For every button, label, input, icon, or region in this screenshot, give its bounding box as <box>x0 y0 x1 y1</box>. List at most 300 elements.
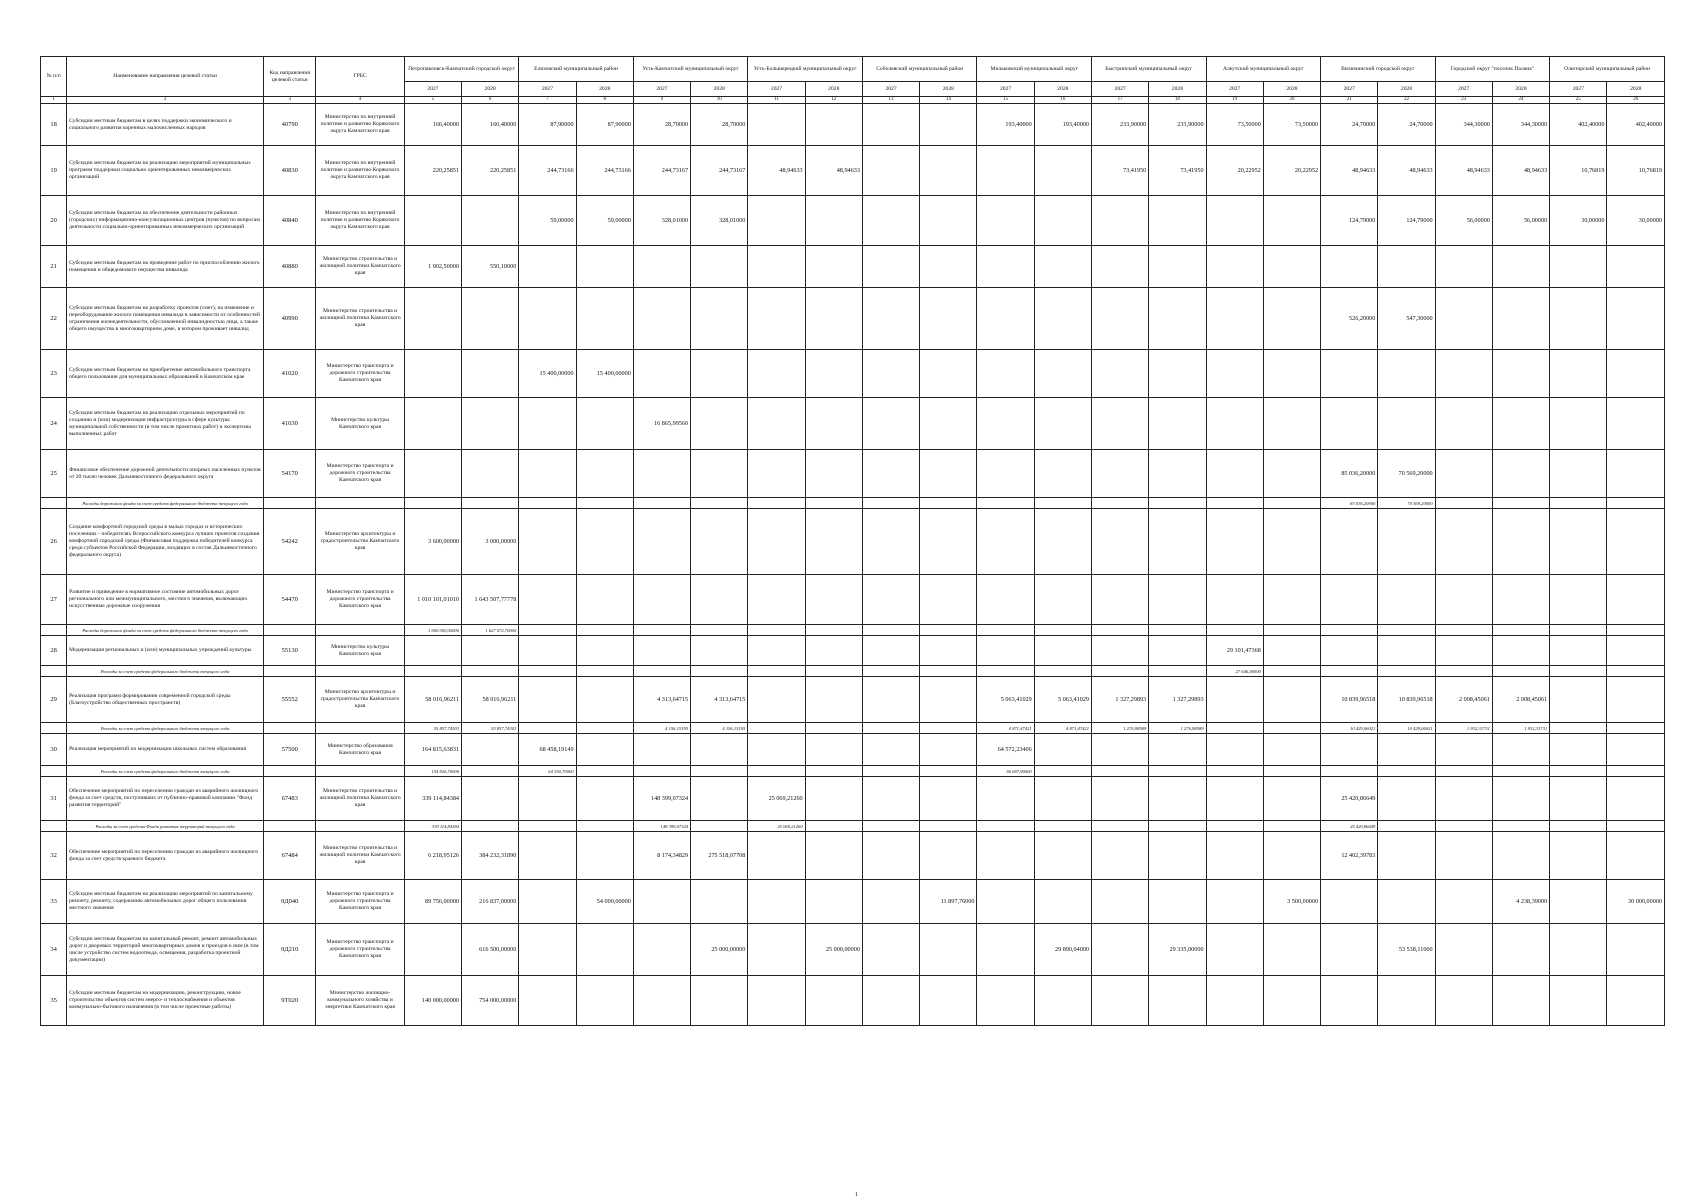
row-code: 40840 <box>264 196 316 246</box>
value-cell <box>576 666 633 677</box>
value-cell: 10,76819 <box>1550 146 1607 196</box>
value-cell: 124,79000 <box>1321 196 1378 246</box>
value-cell <box>862 575 919 625</box>
value-cell <box>462 196 519 246</box>
subrow-label: Расходы за счет средств Фонда развития территорий текущего года <box>67 821 264 832</box>
value-cell <box>519 498 576 509</box>
column-index: 1 <box>41 97 67 104</box>
value-cell: 384 232,31890 <box>462 832 519 880</box>
value-cell <box>1034 196 1091 246</box>
value-cell <box>1092 246 1149 288</box>
value-cell: 48,94633 <box>1378 146 1435 196</box>
value-cell <box>805 723 862 734</box>
value-cell <box>748 880 805 924</box>
value-cell <box>1149 666 1206 677</box>
row-number: 26 <box>41 509 67 575</box>
value-cell <box>977 880 1034 924</box>
value-cell <box>1034 350 1091 398</box>
value-cell: 275 518,07708 <box>691 832 748 880</box>
value-cell: 25 420,86649 <box>1321 821 1378 832</box>
row-code: 57500 <box>264 734 316 766</box>
value-cell <box>1149 636 1206 666</box>
value-cell <box>691 398 748 450</box>
value-cell: 59,00000 <box>519 196 576 246</box>
value-cell: 87,90000 <box>576 104 633 146</box>
value-cell: 29 890,04000 <box>1034 924 1091 976</box>
value-cell <box>1492 575 1549 625</box>
value-cell: 89 756,00000 <box>404 880 461 924</box>
value-cell <box>633 976 690 1026</box>
value-cell <box>920 666 977 677</box>
value-cell: 64 350,70000 <box>519 766 576 777</box>
value-cell: 339 114,84384 <box>404 777 461 821</box>
value-cell: 244,73167 <box>691 146 748 196</box>
value-cell <box>1378 666 1435 677</box>
value-cell <box>1092 498 1149 509</box>
value-cell <box>1492 509 1549 575</box>
table-row <box>41 196 1665 246</box>
table-subrow <box>41 498 1665 509</box>
row-name: Субсидии местным бюджетам на капитальный ремонт, ремонт автомобильных дорог и дворовых территорий многоквартирных домов и проездов к ним (в том числе устройство систем водоотвода, освещения, разработка проектной документации) <box>67 924 264 976</box>
table-row <box>41 832 1665 880</box>
value-cell: 550,10000 <box>462 246 519 288</box>
value-cell <box>1263 636 1320 666</box>
value-cell: 1 327,29893 <box>1149 677 1206 723</box>
subrow-label: Расходы за счет средств федерального бюджета текущего года <box>67 666 264 677</box>
row-code: 9Д040 <box>264 880 316 924</box>
value-cell <box>1550 509 1607 575</box>
value-cell <box>633 288 690 350</box>
value-cell <box>1550 734 1607 766</box>
column-index: 15 <box>977 97 1034 104</box>
value-cell <box>1435 880 1492 924</box>
row-name: Субсидии местным бюджетам на реализацию мероприятий муниципальных программ поддержки социально ориентированных некоммерческих организаций <box>67 146 264 196</box>
value-cell <box>519 509 576 575</box>
value-cell <box>633 666 690 677</box>
value-cell <box>1492 498 1549 509</box>
row-number: 35 <box>41 976 67 1026</box>
value-cell <box>748 575 805 625</box>
column-index: 22 <box>1378 97 1435 104</box>
value-cell: 244,73166 <box>576 146 633 196</box>
value-cell <box>404 666 461 677</box>
value-cell <box>920 498 977 509</box>
value-cell <box>576 976 633 1026</box>
value-cell <box>805 288 862 350</box>
row-code: 9Д210 <box>264 924 316 976</box>
value-cell <box>920 246 977 288</box>
value-cell <box>1492 832 1549 880</box>
value-cell <box>920 509 977 575</box>
value-cell <box>862 450 919 498</box>
value-cell <box>1206 821 1263 832</box>
value-cell <box>1206 766 1263 777</box>
table-row <box>41 146 1665 196</box>
value-cell <box>519 636 576 666</box>
value-cell <box>691 636 748 666</box>
value-cell: 5 063,41029 <box>977 677 1034 723</box>
table-row <box>41 450 1665 498</box>
value-cell <box>1149 766 1206 777</box>
table-subrow <box>41 625 1665 636</box>
value-cell: 4 156,15195 <box>691 723 748 734</box>
value-cell <box>691 498 748 509</box>
subrow-number <box>41 498 67 509</box>
value-cell <box>1149 575 1206 625</box>
value-cell <box>1206 509 1263 575</box>
value-cell <box>920 636 977 666</box>
column-index: 2 <box>67 97 264 104</box>
value-cell: 60 697,90000 <box>977 766 1034 777</box>
header-year: 2028 <box>1263 82 1320 97</box>
value-cell <box>519 821 576 832</box>
value-cell: 164 815,63831 <box>404 734 461 766</box>
value-cell: 48,94633 <box>1321 146 1378 196</box>
table-row <box>41 398 1665 450</box>
value-cell <box>1492 450 1549 498</box>
value-cell <box>977 666 1034 677</box>
value-cell <box>691 880 748 924</box>
column-index: 11 <box>748 97 805 104</box>
row-code: 41020 <box>264 350 316 398</box>
value-cell <box>576 575 633 625</box>
row-number: 20 <box>41 196 67 246</box>
value-cell <box>1034 398 1091 450</box>
value-cell <box>862 821 919 832</box>
value-cell <box>862 498 919 509</box>
value-cell <box>1092 625 1149 636</box>
value-cell <box>1550 723 1607 734</box>
value-cell: 233,90000 <box>1092 104 1149 146</box>
value-cell <box>1092 821 1149 832</box>
value-cell <box>748 288 805 350</box>
column-index: 5 <box>404 97 461 104</box>
row-number: 21 <box>41 246 67 288</box>
value-cell <box>633 498 690 509</box>
value-cell <box>1378 880 1435 924</box>
value-cell <box>1378 625 1435 636</box>
header-year: 2028 <box>1378 82 1435 97</box>
value-cell <box>977 777 1034 821</box>
header-year: 2028 <box>1149 82 1206 97</box>
table-row <box>41 104 1665 146</box>
value-cell: 8 174,34829 <box>633 832 690 880</box>
row-name: Модернизация региональных и (или) муниципальных учреждений культуры <box>67 636 264 666</box>
value-cell <box>1492 821 1549 832</box>
value-cell <box>633 350 690 398</box>
header-district: Городской округ "поселок Палана" <box>1435 57 1550 82</box>
subrow-number <box>41 625 67 636</box>
value-cell <box>748 677 805 723</box>
value-cell <box>1550 777 1607 821</box>
value-cell <box>519 677 576 723</box>
value-cell <box>462 734 519 766</box>
column-index: 26 <box>1607 97 1665 104</box>
value-cell: 526,20000 <box>1321 288 1378 350</box>
value-cell <box>862 288 919 350</box>
row-grbs: Министерство строительства и жилищной политики Камчатского края <box>316 288 404 350</box>
value-cell: 193,40000 <box>1034 104 1091 146</box>
value-cell <box>920 288 977 350</box>
value-cell <box>1263 666 1320 677</box>
value-cell <box>920 196 977 246</box>
header-code: Код направления целевой статьи <box>264 57 316 97</box>
value-cell <box>462 766 519 777</box>
value-cell <box>576 398 633 450</box>
value-cell <box>1492 636 1549 666</box>
value-cell <box>462 821 519 832</box>
value-cell <box>1263 766 1320 777</box>
row-code: 55552 <box>264 677 316 723</box>
row-code: 40990 <box>264 288 316 350</box>
value-cell <box>1149 498 1206 509</box>
page-number: 1 <box>855 1192 858 1198</box>
row-name: Создание комфортной городской среды в малых городах и исторических поселениях - победителях Всероссийского конкурса лучших проектов создания комфортной городской среды (Финансовая поддержка победителей конкурса среди субъектов Российской Федерации, входящих в состав Дальневосточного федерального округа) <box>67 509 264 575</box>
value-cell <box>1263 677 1320 723</box>
value-cell <box>1206 924 1263 976</box>
subrow-code <box>264 723 316 734</box>
value-cell <box>920 575 977 625</box>
value-cell <box>1092 350 1149 398</box>
value-cell <box>1607 350 1665 398</box>
row-number: 19 <box>41 146 67 196</box>
value-cell <box>462 498 519 509</box>
value-cell <box>1149 880 1206 924</box>
table-row <box>41 677 1665 723</box>
row-name: Субсидии местным бюджетам на реализацию мероприятий по капитальному ремонту, ремонту, содержанию автомобильных дорог общего пользования местного значения <box>67 880 264 924</box>
value-cell <box>920 104 977 146</box>
value-cell <box>1607 450 1665 498</box>
value-cell <box>1092 734 1149 766</box>
header-year: 2027 <box>1321 82 1378 97</box>
value-cell <box>404 196 461 246</box>
value-cell <box>1492 288 1549 350</box>
value-cell: 28,70000 <box>633 104 690 146</box>
value-cell: 4 156,15195 <box>633 723 690 734</box>
value-cell <box>1149 821 1206 832</box>
table-row <box>41 924 1665 976</box>
header-district: Соболевский муниципальный район <box>862 57 977 82</box>
value-cell <box>576 498 633 509</box>
value-cell <box>1092 575 1149 625</box>
value-cell: 6 218,95126 <box>404 832 461 880</box>
value-cell: 402,40000 <box>1607 104 1665 146</box>
value-cell <box>1149 350 1206 398</box>
value-cell <box>1206 880 1263 924</box>
value-cell <box>1149 288 1206 350</box>
value-cell <box>920 976 977 1026</box>
value-cell: 166,40000 <box>462 104 519 146</box>
value-cell <box>1378 777 1435 821</box>
value-cell <box>1206 288 1263 350</box>
value-cell <box>1378 766 1435 777</box>
value-cell <box>748 976 805 1026</box>
row-grbs: Министерство культуры Камчатского края <box>316 398 404 450</box>
value-cell: 58 016,96211 <box>404 677 461 723</box>
value-cell <box>691 821 748 832</box>
value-cell <box>862 246 919 288</box>
value-cell <box>1435 666 1492 677</box>
header-district: Алеутский муниципальный округ <box>1206 57 1321 82</box>
value-cell <box>1607 509 1665 575</box>
value-cell <box>404 450 461 498</box>
table-row <box>41 288 1665 350</box>
value-cell: 25 069,21260 <box>748 821 805 832</box>
value-cell: 29 101,47368 <box>1206 636 1263 666</box>
column-index: 3 <box>264 97 316 104</box>
value-cell <box>576 288 633 350</box>
value-cell <box>519 288 576 350</box>
value-cell <box>633 766 690 777</box>
value-cell: 216 837,00000 <box>462 880 519 924</box>
value-cell: 15 400,00000 <box>576 350 633 398</box>
value-cell: 344,30000 <box>1492 104 1549 146</box>
value-cell <box>519 777 576 821</box>
value-cell: 1 932,31731 <box>1435 723 1492 734</box>
value-cell <box>748 625 805 636</box>
value-cell: 754 000,00000 <box>462 976 519 1026</box>
subrow-grbs <box>316 821 404 832</box>
value-cell: 48,94633 <box>1435 146 1492 196</box>
value-cell <box>633 880 690 924</box>
value-cell <box>1034 766 1091 777</box>
header-district: Елизовский муниципальный район <box>519 57 634 82</box>
header-grbs: ГРБС <box>316 57 404 97</box>
value-cell: 11 897,76000 <box>920 880 977 924</box>
row-number: 30 <box>41 734 67 766</box>
value-cell: 54 000,00000 <box>576 880 633 924</box>
value-cell <box>862 880 919 924</box>
value-cell <box>1607 766 1665 777</box>
row-code: 67483 <box>264 777 316 821</box>
value-cell <box>862 832 919 880</box>
value-cell <box>1263 924 1320 976</box>
value-cell: 166,40000 <box>404 104 461 146</box>
value-cell <box>633 734 690 766</box>
value-cell <box>462 288 519 350</box>
value-cell <box>1206 246 1263 288</box>
value-cell <box>748 723 805 734</box>
value-cell <box>1435 575 1492 625</box>
value-cell: 10,76819 <box>1607 146 1665 196</box>
value-cell <box>920 766 977 777</box>
value-cell <box>748 509 805 575</box>
value-cell: 70 569,20000 <box>1378 498 1435 509</box>
value-cell <box>576 766 633 777</box>
value-cell <box>1321 666 1378 677</box>
header-year: 2027 <box>862 82 919 97</box>
row-name: Развитие и приведение в нормативное состояние автомобильных дорог регионального или межмуниципального, местного значения, включающих искусственные дорожные сооружения <box>67 575 264 625</box>
value-cell <box>805 734 862 766</box>
column-index: 23 <box>1435 97 1492 104</box>
value-cell: 10 839,96518 <box>1378 677 1435 723</box>
row-name: Субсидии местным бюджетам в целях поддержки экономического и социального развития коренных малочисленных народов <box>67 104 264 146</box>
value-cell <box>748 498 805 509</box>
value-cell <box>977 450 1034 498</box>
value-cell <box>977 146 1034 196</box>
row-grbs: Министерство транспорта и дорожного строительства Камчатского края <box>316 880 404 924</box>
value-cell <box>1550 498 1607 509</box>
value-cell <box>1550 350 1607 398</box>
value-cell <box>1607 246 1665 288</box>
value-cell: 233,90000 <box>1149 104 1206 146</box>
value-cell <box>1092 450 1149 498</box>
header-district: Олюторский муниципальный район <box>1550 57 1665 82</box>
row-number: 28 <box>41 636 67 666</box>
value-cell <box>1321 575 1378 625</box>
header-district: Вилючинский городской округ <box>1321 57 1436 82</box>
value-cell <box>633 636 690 666</box>
column-index: 9 <box>633 97 690 104</box>
value-cell <box>576 625 633 636</box>
subrow-number <box>41 666 67 677</box>
row-number: 27 <box>41 575 67 625</box>
value-cell: 20,22952 <box>1263 146 1320 196</box>
header-year: 2028 <box>805 82 862 97</box>
value-cell <box>1550 575 1607 625</box>
value-cell <box>1550 666 1607 677</box>
value-cell <box>1206 398 1263 450</box>
value-cell <box>1206 723 1263 734</box>
row-grbs: Министерство по внутренней политике и развитию Корякского округа Камчатского края <box>316 146 404 196</box>
row-number: 29 <box>41 677 67 723</box>
value-cell <box>1034 821 1091 832</box>
value-cell <box>805 498 862 509</box>
value-cell <box>805 246 862 288</box>
value-cell <box>1092 766 1149 777</box>
header-year: 2028 <box>1492 82 1549 97</box>
column-index: 16 <box>1034 97 1091 104</box>
value-cell <box>920 924 977 976</box>
value-cell <box>1263 288 1320 350</box>
value-cell: 30 000,00000 <box>1607 880 1665 924</box>
value-cell <box>748 104 805 146</box>
value-cell <box>404 636 461 666</box>
value-cell <box>862 509 919 575</box>
value-cell: 3 500,00000 <box>1263 880 1320 924</box>
value-cell <box>1092 880 1149 924</box>
value-cell <box>1263 350 1320 398</box>
value-cell: 402,40000 <box>1550 104 1607 146</box>
value-cell <box>1149 509 1206 575</box>
value-cell <box>633 509 690 575</box>
value-cell <box>1492 246 1549 288</box>
value-cell <box>1550 766 1607 777</box>
row-name: Финансовое обеспечение дорожной деятельности опорных населенных пунктов от 20 тысяч человек Дальневосточного федерального округа <box>67 450 264 498</box>
column-index: 14 <box>920 97 977 104</box>
value-cell: 73,50000 <box>1263 104 1320 146</box>
value-cell <box>920 398 977 450</box>
value-cell <box>1092 196 1149 246</box>
value-cell <box>691 666 748 677</box>
value-cell <box>977 575 1034 625</box>
table-row <box>41 350 1665 398</box>
value-cell <box>862 734 919 766</box>
value-cell <box>1034 734 1091 766</box>
value-cell <box>1492 734 1549 766</box>
value-cell <box>977 976 1034 1026</box>
value-cell <box>862 976 919 1026</box>
value-cell <box>1435 976 1492 1026</box>
value-cell <box>462 350 519 398</box>
subrow-number <box>41 821 67 832</box>
value-cell <box>519 880 576 924</box>
row-number: 34 <box>41 924 67 976</box>
value-cell <box>977 350 1034 398</box>
value-cell <box>1435 509 1492 575</box>
row-number: 31 <box>41 777 67 821</box>
value-cell <box>920 146 977 196</box>
